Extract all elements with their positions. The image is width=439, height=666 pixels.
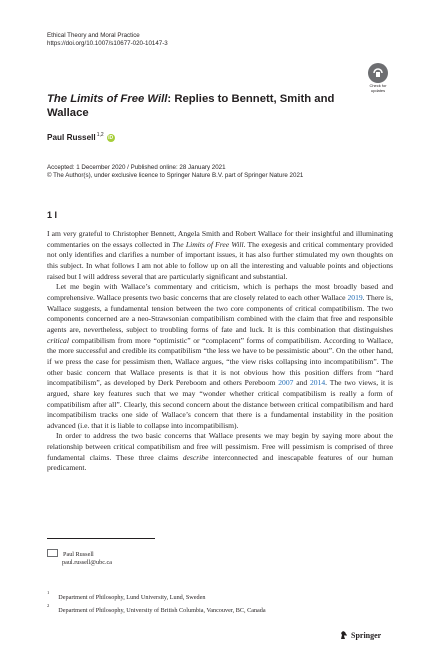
p2-text-b: . There is, Wallace suggests, a fundamental tension between the two core components of critical compatibilism. The two components concerned are a neo-Strawsonian compatibilism combined with the claim that free and responsible agents are, nevertheless, subject to troubling forms of fate and luck. It is this combination that distinguishes: [47, 292, 393, 334]
p1-italic: The Limits of Free Will: [172, 239, 244, 249]
article-title-rest: : Replies to Bennett, Smith and Wallace: [47, 93, 335, 120]
p3-text-a: In order to address the two basic concerns that Wallace presents we may begin by saying more about the relationship between critical compatibilism and free will pessimism. Free will pessimism is comprised of three fundamental claims. These three claims: [47, 431, 393, 462]
contact-email[interactable]: paul.russell@ubc.ca: [62, 559, 113, 567]
affiliation-2: [47, 604, 266, 615]
p3-italic: describe: [182, 452, 209, 462]
author-name[interactable]: Paul Russell: [47, 133, 96, 142]
p1-rest: . The exegesis and critical commentary provided not only identifies and clarifies a number of important issues, it has also further stimulated my own thoughts on this subject. In what follows I am not able to follow up on all the interesting and valuable points and objections raised but I will address several that are particularly significant and substantial.: [47, 239, 393, 281]
springer-wordmark: Springer: [351, 630, 382, 640]
badge-line2: updates: [370, 87, 386, 93]
affiliation-1: [47, 591, 205, 602]
p2-text-a: Let me begin with Wallace’s commentary and criticism, which is perhaps the most broadly based and comprehensive. Wallace presents two basic concerns that are closely related to each other Wallace: [47, 282, 393, 302]
paragraph-3: [47, 431, 393, 474]
citation-link-2007[interactable]: 2007: [278, 378, 294, 388]
contact-block: [47, 548, 112, 567]
footnote-divider: [47, 538, 155, 539]
doi-link[interactable]: https://doi.org/10.1007/s10677-020-10147-3: [47, 40, 168, 48]
article-body: [47, 229, 393, 474]
p3-text-b: interconnected and inescapable features of our human predicament.: [47, 452, 393, 473]
affiliation-text: Department of Philosophy, Lund University, Lund, Sweden: [58, 594, 206, 602]
author-affiliation-sup: 1,2: [96, 131, 104, 138]
journal-header: [47, 32, 168, 48]
publication-dates: [47, 164, 303, 181]
article-title-italic: The Limits of Free Will: [47, 93, 168, 105]
contact-name: Paul Russell: [63, 551, 94, 558]
article-title: [47, 92, 347, 120]
affiliation-number: 1: [47, 590, 50, 595]
p2-text-c: compatibilism from more “optimistic” or “complacent” forms of compatibilism. According to Wallace, the more successful and credible its compatibilism “the less we have to be pessimistic about”. On the other hand, if we press the case for pessimism then, Wallace argues, “the view risks collapsing into incompatibilism”. The other basic concern that Wallace presents is that it is not obvious how this position differs from “hard incompatibilism”, as developed by Derk Pereboom and others Pereboom: [47, 335, 393, 388]
check-for-updates-badge[interactable]: [363, 63, 393, 93]
section-heading: 1 I: [47, 210, 58, 220]
author-line: [47, 133, 115, 142]
accepted-published-line: Accepted: 1 December 2020 / Published online: 28 January 2021: [47, 164, 226, 171]
check-for-updates-icon: [368, 63, 388, 83]
p2-and: and: [293, 378, 310, 388]
copyright-line: © The Author(s), under exclusive licence to Springer Nature B.V. part of Springer Nature 2021: [47, 172, 304, 180]
orcid-icon[interactable]: iD: [108, 134, 114, 141]
badge-line1: Check for: [369, 83, 387, 88]
affiliation-number: 2: [47, 603, 50, 608]
springer-logo: [339, 630, 381, 640]
envelope-icon: [47, 549, 58, 557]
p1-text: I am very grateful to Christopher Bennett, Angela Smith and Robert Wallace for their insightful and illuminating commentaries on the essays collected in: [47, 229, 393, 249]
citation-link-2019[interactable]: 2019: [347, 292, 363, 302]
affiliation-text: Department of Philosophy, University of British Columbia, Vancouver, BC, Canada: [58, 607, 266, 615]
springer-horse-icon: [339, 630, 349, 640]
paragraph-1: [47, 229, 393, 282]
paragraph-2: [47, 282, 393, 431]
p2-italic: critical: [47, 335, 69, 345]
journal-name: Ethical Theory and Moral Practice: [47, 32, 140, 39]
p2-text-d: . The two views, it is argued, share key features such that we may “wonder whether critical compatibilism is really a form of compatibilism after all”. Clearly, this second concern about the distance between critical compatibilism and hard incompatibilism tracks one side of Wallace’s concern that there is a fundamental instability in the position advanced (i.e. that it is liable to collapse into incompatibilism).: [47, 378, 393, 430]
citation-link-2014[interactable]: 2014: [309, 378, 326, 388]
